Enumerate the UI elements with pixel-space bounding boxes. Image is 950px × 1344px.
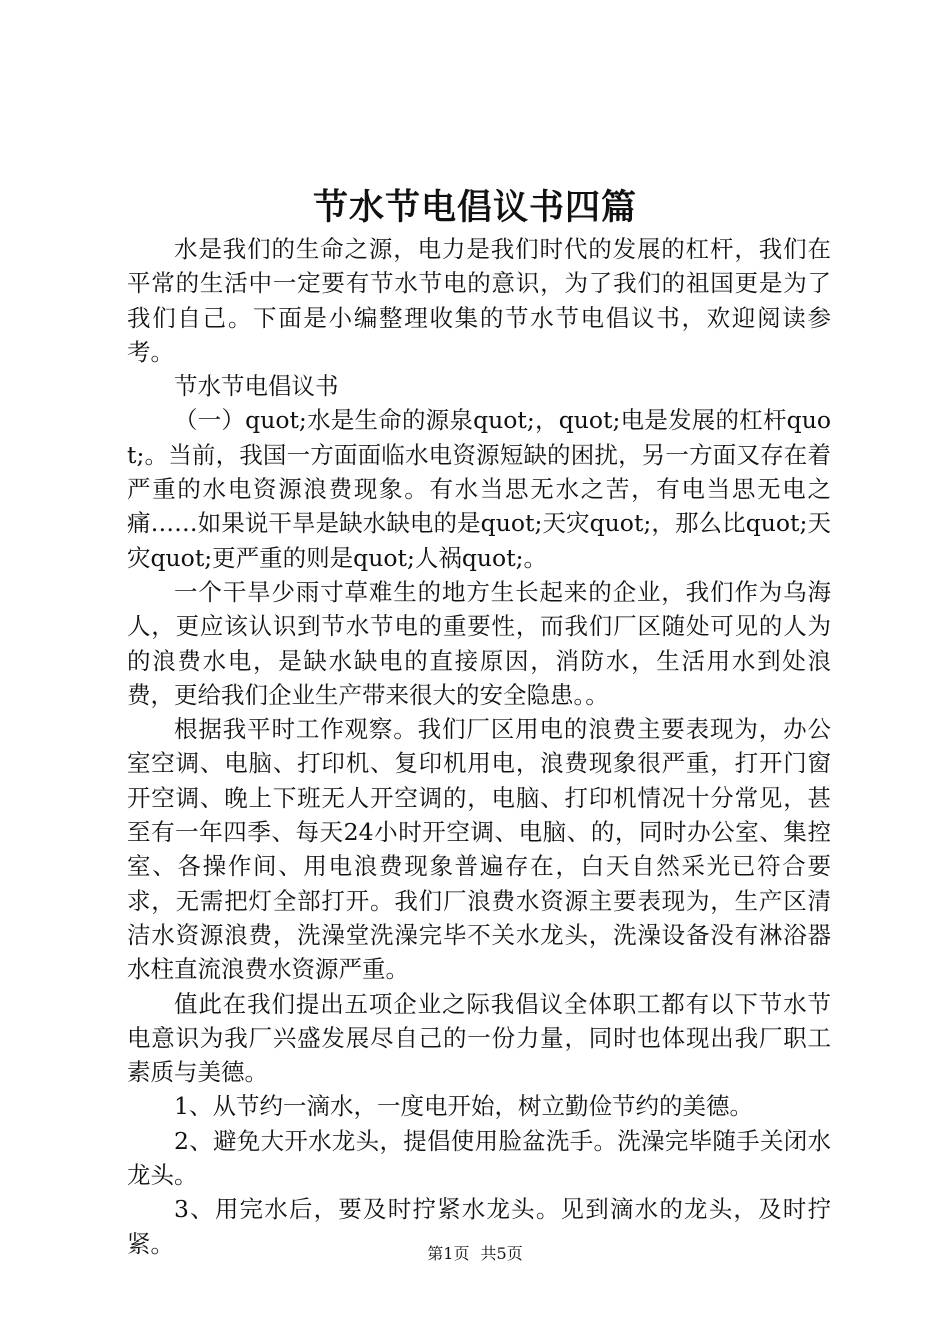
- list-item: 3、用完水后，要及时拧紧水龙头。见到滴水的龙头，及时拧紧。: [127, 1195, 831, 1258]
- document-body: [127, 232, 831, 1261]
- page-number: 第1页: [427, 1244, 470, 1263]
- list-item: 1、从节约一滴水，一度电开始，树立勤俭节约的美德。: [174, 1092, 753, 1121]
- body-paragraph: 一个干旱少雨寸草难生的地方生长起来的企业，我们作为乌海人，更应该认识到节水节电的重要性，而我们厂区随处可见的人为的浪费水电，是缺水缺电的直接原因，消防水，生活用水到处浪费，更给我们企业生产带来很大的安全隐患。。: [127, 577, 831, 709]
- list-item: 2、避免大开水龙头，提倡使用脸盆洗手。洗澡完毕随手关闭水龙头。: [127, 1126, 831, 1190]
- body-paragraph: 根据我平时工作观察。我们厂区用电的浪费主要表现为，办公室空调、电脑、打印机、复印机用电，浪费现象很严重，打开门窗开空调、晚上下班无人开空调的，电脑、打印机情况十分常见，甚至有一年四季、每天24小时开空调、电脑、的，同时办公室、集控室、各操作间、用电浪费现象普遍存在，白天自然采光已符合要求，无需把灯全部打开。我们厂浪费水资源主要表现为，生产区清洁水资源浪费，洗澡堂洗澡完毕不关水龙头，洗澡设备没有淋浴器水柱直流浪费水资源严重。: [127, 715, 831, 984]
- body-paragraph: 值此在我们提出五项企业之际我倡议全体职工都有以下节水节电意识为我厂兴盛发展尽自己的一份力量，同时也体现出我厂职工素质与美德。: [127, 989, 831, 1087]
- section-heading: 节水节电倡议书: [174, 372, 339, 401]
- body-paragraph: （一）quot;水是生命的源泉quot;，quot;电是发展的杠杆quot;。当前，我国一方面面临水电资源短缺的困扰，另一方面又存在着严重的水电资源浪费现象。有水当思无水之苦，有电当思无电之痛……如果说干旱是缺水缺电的是quot;天灾quot;，那么比quot;天灾quot;更严重的则是quot;人祸quot;。: [127, 406, 831, 572]
- document-title: 节水节电倡议书四篇: [312, 187, 637, 228]
- page-total: 共5页: [480, 1244, 523, 1263]
- intro-paragraph: 水是我们的生命之源，电力是我们时代的发展的杠杆，我们在平常的生活中一定要有节水节电的意识，为了我们的祖国更是为了我们自己。下面是小编整理收集的节水节电倡议书，欢迎阅读参考。: [127, 235, 831, 366]
- page-footer: [0, 1242, 950, 1266]
